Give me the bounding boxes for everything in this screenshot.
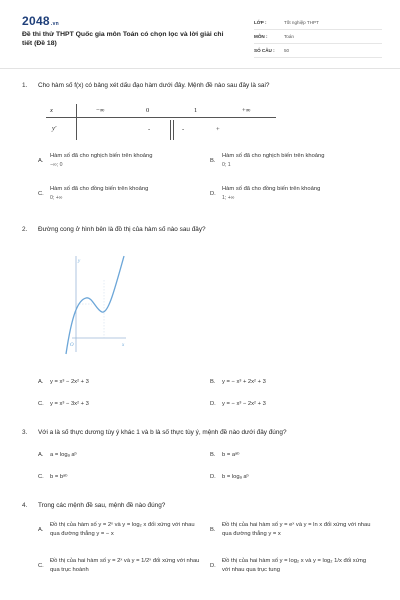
option-letter: C. xyxy=(38,191,44,197)
meta-row-class xyxy=(254,16,382,30)
option-letter: D. xyxy=(210,474,216,480)
table-x-label: x xyxy=(50,107,53,114)
option-text: y = x³ − 3x² + 3 xyxy=(50,401,89,407)
option-text: y = x³ − 2x² + 3 xyxy=(50,379,89,385)
function-curve xyxy=(66,256,124,354)
option-text: Đồ thị của hai hàm số y = 2ˣ và y = 1/2ˣ đối xứng với nhau qua trục hoành xyxy=(50,558,200,573)
meta-key: SỐ CÂU : xyxy=(254,48,275,53)
table-double-bar xyxy=(173,120,174,140)
option-text: Đồ thị của hai hàm số y = log₂ x và y = log₂ 1/x đối xứng với nhau qua trục tung xyxy=(222,558,367,573)
option-text: y = − x³ + 2x² + 3 xyxy=(222,379,266,385)
table-x-value: −∞ xyxy=(96,107,105,114)
option-letter: A. xyxy=(38,527,44,533)
sign-table xyxy=(46,104,276,140)
question-number: 4. xyxy=(22,502,28,509)
table-sign: - xyxy=(148,126,151,133)
option-letter: D. xyxy=(210,191,216,197)
option-body xyxy=(222,152,372,170)
page-header xyxy=(22,14,382,64)
exam-meta xyxy=(254,16,382,58)
option-letter: B. xyxy=(210,158,216,164)
option-interval: 0; 1 xyxy=(222,162,231,168)
option-interval: −∞; 0 xyxy=(50,162,63,168)
option-letter: C. xyxy=(38,401,44,407)
option-letter: A. xyxy=(38,158,44,164)
option-letter: B. xyxy=(210,452,216,458)
option-letter: D. xyxy=(210,563,216,569)
logo-suffix: .vn xyxy=(50,21,60,27)
option-body xyxy=(50,152,200,170)
site-logo[interactable] xyxy=(22,14,59,28)
option-interval: 1; +∞ xyxy=(222,195,235,201)
question-number: 2. xyxy=(22,226,28,233)
option-interval: 0; +∞ xyxy=(50,195,63,201)
table-sign: + xyxy=(216,126,220,133)
option-text: a = logₐ aᵇ xyxy=(50,452,77,458)
y-axis-label: y xyxy=(78,259,81,264)
option-letter: B. xyxy=(210,379,216,385)
option-text: b = bᵃᵇ xyxy=(50,474,68,480)
table-double-bar xyxy=(170,120,171,140)
table-x-value: 1 xyxy=(194,107,198,114)
table-hline xyxy=(46,117,276,118)
option-text: Hàm số đã cho đồng biến trên khoảng xyxy=(222,186,321,192)
graph-svg xyxy=(62,252,132,356)
option-letter: D. xyxy=(210,401,216,407)
x-axis-label: x xyxy=(122,343,125,348)
question-text: Với a là số thực dương tùy ý khác 1 và b là số thực tùy ý, mệnh đề nào dưới đây đúng? xyxy=(38,429,287,436)
exam-title: Đề thi thử THPT Quốc gia môn Toán có chọn lọc và lời giải chi tiết (Đề 18) xyxy=(22,31,224,47)
meta-key: LỚP : xyxy=(254,20,267,25)
option-text: Đồ thị của hàm số y = 2ˣ và y = log₂ x đối xứng với nhau qua đường thẳng y = − x xyxy=(50,522,195,537)
origin-label: O xyxy=(70,343,74,348)
question-number: 1. xyxy=(22,82,28,89)
meta-row-count xyxy=(254,44,382,58)
meta-key: MÔN : xyxy=(254,34,268,39)
meta-value: Toán xyxy=(284,34,294,39)
option-body xyxy=(222,185,372,203)
option-letter: C. xyxy=(38,474,44,480)
question-text: Trong các mệnh đề sau, mệnh đề nào đúng? xyxy=(38,502,166,509)
option-text: y = − x³ − 2x² + 3 xyxy=(222,401,266,407)
option-text: Hàm số đã cho nghịch biến trên khoảng xyxy=(50,153,153,159)
question-text: Cho hàm số f(x) có bảng xét dấu đạo hàm dưới đây. Mệnh đề nào sau đây là sai? xyxy=(38,82,270,89)
header-divider xyxy=(0,68,400,69)
option-body xyxy=(50,185,200,203)
function-graph xyxy=(62,252,132,356)
option-text: b = aᵃᵇ xyxy=(222,452,240,458)
option-text: Hàm số đã cho nghịch biến trên khoảng xyxy=(222,153,325,159)
option-letter: B. xyxy=(210,527,216,533)
logo-text: 2048 xyxy=(22,14,50,28)
meta-row-subject xyxy=(254,30,382,44)
question-number: 3. xyxy=(22,429,28,436)
option-text: b = logₐ aᵇ xyxy=(222,474,249,480)
table-x-value: +∞ xyxy=(242,107,251,114)
meta-value: 50 xyxy=(284,48,290,53)
option-letter: C. xyxy=(38,563,44,569)
option-text: Hàm số đã cho đồng biến trên khoảng xyxy=(50,186,149,192)
option-letter: A. xyxy=(38,379,44,385)
option-text: Đồ thị của hai hàm số y = eˣ và y = ln x đối xứng với nhau qua đường thẳng y = x xyxy=(222,522,371,537)
option-letter: A. xyxy=(38,452,44,458)
meta-value: Tốt nghiệp THPT xyxy=(284,20,319,25)
question-text: Đường cong ở hình bên là đồ thị của hàm số nào sau đây? xyxy=(38,226,206,233)
table-sign: - xyxy=(182,126,185,133)
table-x-value: 0 xyxy=(146,107,150,114)
table-y-label: y' xyxy=(52,125,57,132)
table-vline xyxy=(76,104,77,140)
